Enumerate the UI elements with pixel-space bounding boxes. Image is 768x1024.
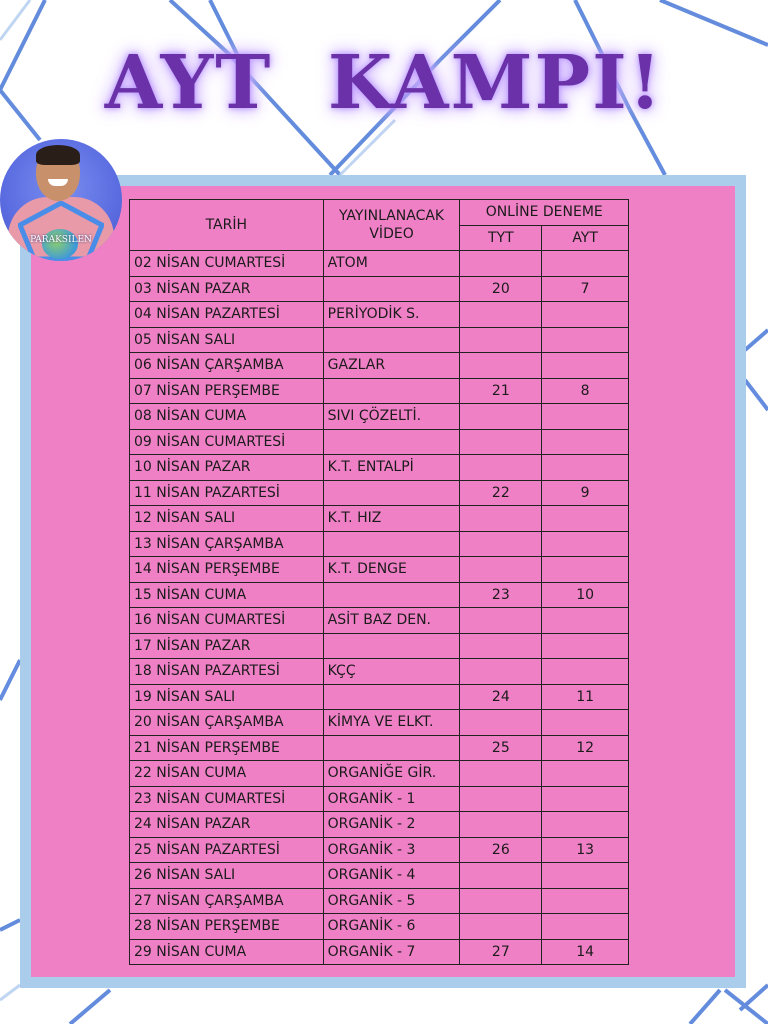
video-cell bbox=[323, 378, 460, 404]
tyt-cell bbox=[460, 506, 542, 532]
table-row bbox=[130, 251, 629, 277]
date-cell: 14 NİSAN PERŞEMBE bbox=[130, 557, 324, 583]
ayt-cell bbox=[542, 914, 629, 940]
tyt-cell: 25 bbox=[460, 735, 542, 761]
date-cell: 18 NİSAN PAZARTESİ bbox=[130, 659, 324, 685]
video-cell bbox=[323, 582, 460, 608]
date-cell: 20 NİSAN ÇARŞAMBA bbox=[130, 710, 324, 736]
date-cell: 16 NİSAN CUMARTESİ bbox=[130, 608, 324, 634]
tyt-cell bbox=[460, 633, 542, 659]
video-cell: KİMYA VE ELKT. bbox=[323, 710, 460, 736]
video-cell: ORGANİK - 1 bbox=[323, 786, 460, 812]
video-cell: ORGANİK - 2 bbox=[323, 812, 460, 838]
header-tyt: TYT bbox=[460, 225, 542, 251]
ayt-cell bbox=[542, 455, 629, 481]
tyt-cell bbox=[460, 302, 542, 328]
table-row bbox=[130, 786, 629, 812]
video-cell: ORGANİK - 6 bbox=[323, 914, 460, 940]
page-title: AYT KAMPI! bbox=[104, 40, 664, 126]
header-online-exam: ONLİNE DENEME bbox=[460, 200, 629, 226]
video-cell: ASİT BAZ DEN. bbox=[323, 608, 460, 634]
tyt-cell bbox=[460, 251, 542, 277]
ayt-cell: 9 bbox=[542, 480, 629, 506]
table-row bbox=[130, 429, 629, 455]
table-row bbox=[130, 939, 629, 965]
tyt-cell bbox=[460, 710, 542, 736]
tyt-cell bbox=[460, 812, 542, 838]
tyt-cell: 27 bbox=[460, 939, 542, 965]
tyt-cell: 20 bbox=[460, 276, 542, 302]
ayt-cell: 7 bbox=[542, 276, 629, 302]
header-date: TARİH bbox=[130, 200, 324, 251]
video-cell bbox=[323, 531, 460, 557]
table-row bbox=[130, 684, 629, 710]
date-cell: 17 NİSAN PAZAR bbox=[130, 633, 324, 659]
header-ayt: AYT bbox=[542, 225, 629, 251]
date-cell: 06 NİSAN ÇARŞAMBA bbox=[130, 353, 324, 379]
date-cell: 29 NİSAN CUMA bbox=[130, 939, 324, 965]
ayt-cell bbox=[542, 327, 629, 353]
tyt-cell bbox=[460, 353, 542, 379]
tyt-cell: 26 bbox=[460, 837, 542, 863]
table-row bbox=[130, 710, 629, 736]
table-row bbox=[130, 812, 629, 838]
video-cell: K.T. HIZ bbox=[323, 506, 460, 532]
table-row bbox=[130, 531, 629, 557]
tyt-cell bbox=[460, 786, 542, 812]
date-cell: 09 NİSAN CUMARTESİ bbox=[130, 429, 324, 455]
video-cell bbox=[323, 429, 460, 455]
ayt-cell: 13 bbox=[542, 837, 629, 863]
video-cell: ORGANİK - 4 bbox=[323, 863, 460, 889]
date-cell: 21 NİSAN PERŞEMBE bbox=[130, 735, 324, 761]
ayt-cell bbox=[542, 659, 629, 685]
tyt-cell: 22 bbox=[460, 480, 542, 506]
schedule-body bbox=[130, 251, 629, 965]
video-cell bbox=[323, 633, 460, 659]
table-row bbox=[130, 582, 629, 608]
ayt-cell bbox=[542, 429, 629, 455]
table-row bbox=[130, 914, 629, 940]
date-cell: 26 NİSAN SALI bbox=[130, 863, 324, 889]
tyt-cell: 24 bbox=[460, 684, 542, 710]
video-cell bbox=[323, 684, 460, 710]
video-cell: ORGANİK - 7 bbox=[323, 939, 460, 965]
ayt-cell bbox=[542, 812, 629, 838]
video-cell: K.T. ENTALPİ bbox=[323, 455, 460, 481]
ayt-cell bbox=[542, 633, 629, 659]
video-cell: KÇÇ bbox=[323, 659, 460, 685]
date-cell: 12 NİSAN SALI bbox=[130, 506, 324, 532]
ayt-cell bbox=[542, 531, 629, 557]
table-row bbox=[130, 761, 629, 787]
date-cell: 07 NİSAN PERŞEMBE bbox=[130, 378, 324, 404]
tyt-cell bbox=[460, 455, 542, 481]
video-cell bbox=[323, 276, 460, 302]
avatar bbox=[0, 139, 122, 261]
ayt-cell bbox=[542, 506, 629, 532]
table-row bbox=[130, 353, 629, 379]
table-row bbox=[130, 557, 629, 583]
schedule-table bbox=[129, 199, 629, 965]
tyt-cell bbox=[460, 608, 542, 634]
video-cell: PERİYODİK S. bbox=[323, 302, 460, 328]
ayt-cell: 12 bbox=[542, 735, 629, 761]
ayt-cell bbox=[542, 888, 629, 914]
video-cell bbox=[323, 327, 460, 353]
header-video: YAYINLANACAK VİDEO bbox=[323, 200, 460, 251]
video-cell: ORGANİK - 3 bbox=[323, 837, 460, 863]
ayt-cell: 14 bbox=[542, 939, 629, 965]
ayt-cell bbox=[542, 251, 629, 277]
date-cell: 13 NİSAN ÇARŞAMBA bbox=[130, 531, 324, 557]
video-cell: GAZLAR bbox=[323, 353, 460, 379]
ayt-cell bbox=[542, 761, 629, 787]
video-cell: ORGANİĞE GİR. bbox=[323, 761, 460, 787]
table-row bbox=[130, 633, 629, 659]
avatar-watermark: PARAKSILEN bbox=[30, 235, 92, 245]
date-cell: 22 NİSAN CUMA bbox=[130, 761, 324, 787]
table-row bbox=[130, 659, 629, 685]
date-cell: 27 NİSAN ÇARŞAMBA bbox=[130, 888, 324, 914]
tyt-cell bbox=[460, 863, 542, 889]
ayt-cell: 8 bbox=[542, 378, 629, 404]
date-cell: 19 NİSAN SALI bbox=[130, 684, 324, 710]
date-cell: 05 NİSAN SALI bbox=[130, 327, 324, 353]
date-cell: 28 NİSAN PERŞEMBE bbox=[130, 914, 324, 940]
ayt-cell bbox=[542, 608, 629, 634]
video-cell: K.T. DENGE bbox=[323, 557, 460, 583]
tyt-cell: 23 bbox=[460, 582, 542, 608]
tyt-cell bbox=[460, 761, 542, 787]
date-cell: 03 NİSAN PAZAR bbox=[130, 276, 324, 302]
table-row bbox=[130, 327, 629, 353]
table-row bbox=[130, 863, 629, 889]
ayt-cell bbox=[542, 710, 629, 736]
date-cell: 24 NİSAN PAZAR bbox=[130, 812, 324, 838]
table-row bbox=[130, 837, 629, 863]
table-row bbox=[130, 480, 629, 506]
ayt-cell: 10 bbox=[542, 582, 629, 608]
table-row bbox=[130, 404, 629, 430]
date-cell: 02 NİSAN CUMARTESİ bbox=[130, 251, 324, 277]
ayt-cell bbox=[542, 302, 629, 328]
ayt-cell: 11 bbox=[542, 684, 629, 710]
tyt-cell bbox=[460, 557, 542, 583]
ayt-cell bbox=[542, 863, 629, 889]
table-row bbox=[130, 302, 629, 328]
video-cell bbox=[323, 480, 460, 506]
date-cell: 23 NİSAN CUMARTESİ bbox=[130, 786, 324, 812]
tyt-cell bbox=[460, 659, 542, 685]
tyt-cell bbox=[460, 327, 542, 353]
table-row bbox=[130, 608, 629, 634]
video-cell: ORGANİK - 5 bbox=[323, 888, 460, 914]
table-row bbox=[130, 735, 629, 761]
tyt-cell bbox=[460, 531, 542, 557]
tyt-cell bbox=[460, 914, 542, 940]
ayt-cell bbox=[542, 404, 629, 430]
date-cell: 08 NİSAN CUMA bbox=[130, 404, 324, 430]
table-row bbox=[130, 378, 629, 404]
date-cell: 25 NİSAN PAZARTESİ bbox=[130, 837, 324, 863]
ayt-cell bbox=[542, 353, 629, 379]
ayt-cell bbox=[542, 557, 629, 583]
tyt-cell bbox=[460, 429, 542, 455]
tyt-cell bbox=[460, 888, 542, 914]
tyt-cell bbox=[460, 404, 542, 430]
date-cell: 15 NİSAN CUMA bbox=[130, 582, 324, 608]
ayt-cell bbox=[542, 786, 629, 812]
video-cell bbox=[323, 735, 460, 761]
video-cell: SIVI ÇÖZELTİ. bbox=[323, 404, 460, 430]
table-row bbox=[130, 888, 629, 914]
tyt-cell: 21 bbox=[460, 378, 542, 404]
date-cell: 04 NİSAN PAZARTESİ bbox=[130, 302, 324, 328]
date-cell: 10 NİSAN PAZAR bbox=[130, 455, 324, 481]
video-cell: ATOM bbox=[323, 251, 460, 277]
table-row bbox=[130, 455, 629, 481]
table-row bbox=[130, 276, 629, 302]
table-row bbox=[130, 506, 629, 532]
date-cell: 11 NİSAN PAZARTESİ bbox=[130, 480, 324, 506]
